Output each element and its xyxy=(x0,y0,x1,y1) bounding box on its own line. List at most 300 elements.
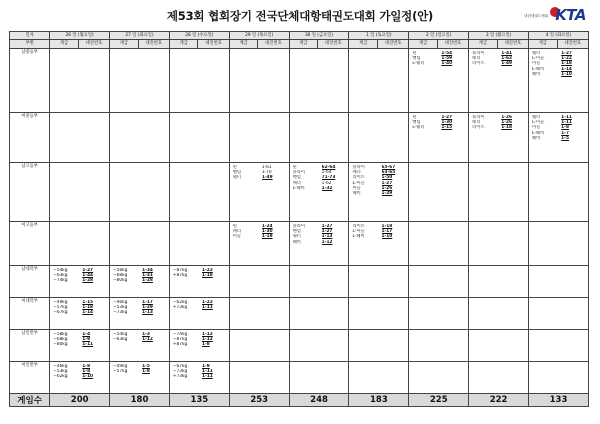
weight-class: −63kg xyxy=(113,337,128,343)
schedule-cell xyxy=(529,298,589,330)
match-number: 1-26 xyxy=(501,115,513,120)
weight-class: −80kg xyxy=(53,342,68,348)
match-number: 1-11 xyxy=(201,369,213,375)
weight-class: 웰터 xyxy=(532,115,541,120)
match-number: 1-8 xyxy=(201,342,210,348)
division-name: 여중등부 xyxy=(10,113,50,163)
bout-entry xyxy=(173,374,227,379)
schedule-cell xyxy=(409,362,469,394)
weight-class: −87kg xyxy=(172,337,188,343)
weight-class: 핀 xyxy=(292,165,297,170)
match-number: 1-9 xyxy=(82,337,91,343)
bout-entry xyxy=(472,125,526,130)
weight-class: −63kg xyxy=(53,273,68,279)
match-number: 1-15 xyxy=(441,125,453,131)
weight-class-header: 계급 xyxy=(289,40,318,49)
match-number-header: 대진번호 xyxy=(557,40,588,49)
match-number: 1-50 xyxy=(381,175,393,181)
bout-entry xyxy=(532,136,586,141)
weight-class-header: 계급 xyxy=(469,40,498,49)
match-number: 62-64 xyxy=(321,165,336,170)
schedule-cell xyxy=(50,330,110,362)
day-total: 183 xyxy=(349,394,409,407)
division-row xyxy=(10,362,589,394)
bout-entry xyxy=(233,175,287,180)
schedule-cell xyxy=(110,298,170,330)
weight-class: 핀 xyxy=(232,165,237,170)
weight-class: 헤비 xyxy=(352,191,361,197)
weight-class: 웰터 xyxy=(532,51,541,56)
weight-class: L-웰터 xyxy=(412,125,425,131)
schedule-cell xyxy=(529,49,589,113)
bout-entry xyxy=(352,191,406,196)
match-number: 1-18 xyxy=(82,305,94,311)
match-number: 1-17 xyxy=(142,300,153,305)
bout-entry xyxy=(113,337,167,342)
day-header: 1 일 (토요일) xyxy=(349,32,409,40)
match-number: 1-10 xyxy=(561,71,572,77)
weight-class: −57kg xyxy=(53,305,68,311)
weight-class: 라이트 xyxy=(472,61,485,67)
match-number: 1-28 xyxy=(82,278,94,284)
bout-entry xyxy=(412,61,466,66)
weight-class: 플라이 xyxy=(352,165,365,170)
schedule-cell xyxy=(50,49,110,113)
match-number: 1-59 xyxy=(441,56,453,62)
bout-entry xyxy=(113,369,167,374)
schedule-cell xyxy=(529,362,589,394)
schedule-cell xyxy=(169,222,229,266)
match-number: 1-31 xyxy=(142,273,153,279)
weight-class: +73kg xyxy=(172,374,188,380)
division-row xyxy=(10,222,589,266)
weight-class-header: 계급 xyxy=(529,40,558,49)
match-number: 1-34 xyxy=(142,268,153,273)
weight-class: −46kg xyxy=(113,300,128,305)
totals-label: 게임수 xyxy=(10,394,50,407)
weight-class: 플라이 xyxy=(292,224,306,229)
schedule-cell xyxy=(169,362,229,394)
bout-entry xyxy=(113,278,167,283)
weight-class: −87kg xyxy=(172,268,188,273)
match-number: 1-27 xyxy=(561,51,572,56)
division-row xyxy=(10,49,589,113)
weight-class: L-헤비 xyxy=(292,185,305,191)
match-number-header: 대진번호 xyxy=(258,40,289,49)
schedule-cell xyxy=(229,266,289,298)
weight-class: 라이트 xyxy=(352,175,365,181)
match-number: 1-44 xyxy=(82,273,94,279)
weight-class: −54kg xyxy=(113,332,128,337)
schedule-cell xyxy=(469,49,529,113)
bout-entry xyxy=(412,125,466,130)
bout-entry xyxy=(53,342,107,347)
schedule-cell xyxy=(229,298,289,330)
match-number: 1-11 xyxy=(561,120,572,126)
match-number: 1-64 xyxy=(321,170,332,176)
weight-class: L-미들 xyxy=(352,229,365,235)
schedule-cell xyxy=(289,49,349,113)
weight-class: −53kg xyxy=(53,369,68,375)
weight-class: 헤비 xyxy=(292,239,301,245)
match-number: 1-29 xyxy=(142,305,153,311)
schedule-cell xyxy=(169,266,229,298)
schedule-cell xyxy=(229,49,289,113)
weight-class: 플라이 xyxy=(472,51,485,56)
schedule-cell xyxy=(529,113,589,163)
day-header: 26 일 (월요일) xyxy=(50,32,110,40)
weight-class: L-미들 xyxy=(532,120,545,126)
match-number: 1-22 xyxy=(201,268,213,273)
division-name: 남대학부 xyxy=(10,266,50,298)
match-number: 1-26 xyxy=(381,185,393,191)
schedule-cell xyxy=(50,362,110,394)
weight-class-header: 계급 xyxy=(349,40,378,49)
match-number: 1-27 xyxy=(381,180,393,186)
division-name: 여대학부 xyxy=(10,298,50,330)
weight-class: L-미들 xyxy=(352,180,365,186)
division-row xyxy=(10,298,589,330)
weight-class: 밴텀 xyxy=(292,175,301,181)
schedule-cell xyxy=(50,163,110,222)
schedule-cell xyxy=(110,163,170,222)
day-header: 30 일 (금요일) xyxy=(289,32,349,40)
day-header: 2 일 (일요일) xyxy=(409,32,469,40)
match-number: 1-18 xyxy=(201,273,213,279)
day-total: 200 xyxy=(50,394,110,407)
schedule-cell xyxy=(529,330,589,362)
match-number: 1-27 xyxy=(321,224,333,229)
day-header: 4 일 (화요일) xyxy=(529,32,589,40)
weight-class-header: 계급 xyxy=(409,40,438,49)
match-number: 1-5 xyxy=(561,135,569,141)
weight-class: −74kg xyxy=(172,332,188,337)
match-number: 1-8 xyxy=(142,369,150,375)
match-number: 1-10 xyxy=(381,234,393,240)
schedule-cell xyxy=(349,222,409,266)
match-number: 1-19 xyxy=(261,234,273,240)
match-number: 1-8 xyxy=(82,364,91,369)
weight-class: L-웰터 xyxy=(412,61,425,67)
weight-class: −49kg xyxy=(53,300,68,305)
day-total: 225 xyxy=(409,394,469,407)
weight-class: L-헤비 xyxy=(532,66,545,72)
schedule-cell xyxy=(349,163,409,222)
match-number: 1-8 xyxy=(82,369,91,375)
weight-class-header: 계급 xyxy=(169,40,198,49)
match-number: 1-22 xyxy=(201,300,213,305)
weight-class: −62kg xyxy=(53,374,68,380)
match-number: 1-27 xyxy=(441,115,453,120)
schedule-cell xyxy=(110,222,170,266)
match-number: 1-4 xyxy=(82,332,91,337)
match-number: 1-32 xyxy=(321,185,333,191)
schedule-cell xyxy=(289,298,349,330)
schedule-cell xyxy=(349,330,409,362)
weight-class: 라이트 xyxy=(472,125,485,131)
match-number: 1-29 xyxy=(381,191,393,197)
weight-class: −80kg xyxy=(113,278,128,284)
weight-class: −58kg xyxy=(113,268,128,273)
match-number: 1-49 xyxy=(261,175,273,181)
schedule-cell xyxy=(110,330,170,362)
division-name: 여고등부 xyxy=(10,222,50,266)
weight-class: −73kg xyxy=(113,310,128,316)
weight-class: 플라이 xyxy=(292,170,306,176)
match-number: 1-13 xyxy=(321,234,333,240)
schedule-table xyxy=(9,31,589,407)
schedule-cell xyxy=(409,49,469,113)
schedule-cell xyxy=(469,163,529,222)
match-number-header: 대진번호 xyxy=(318,40,349,49)
weight-class: 핀 xyxy=(232,224,237,229)
schedule-cell xyxy=(469,222,529,266)
bout-entry xyxy=(53,278,107,283)
match-number: 1-26 xyxy=(501,120,513,126)
match-number: 1-40 xyxy=(441,61,453,67)
match-number: 1-54 xyxy=(441,51,453,56)
match-number: 1-9 xyxy=(201,364,210,369)
match-number: 1-18 xyxy=(501,125,513,131)
schedule-cell xyxy=(110,266,170,298)
match-number: 1-11 xyxy=(82,342,94,348)
schedule-cell xyxy=(50,222,110,266)
schedule-cell xyxy=(229,113,289,163)
schedule-cell xyxy=(469,362,529,394)
division-name: 남중등부 xyxy=(10,49,50,113)
day-header: 29 일 (목요일) xyxy=(229,32,289,40)
day-total: 248 xyxy=(289,394,349,407)
division-row xyxy=(10,113,589,163)
subheader-row xyxy=(10,40,589,49)
weight-class: −74kg xyxy=(53,278,68,284)
schedule-cell xyxy=(469,330,529,362)
match-number: 63-65 xyxy=(381,170,396,176)
weight-class: 페더 xyxy=(232,229,242,235)
weight-class: 밴텀 xyxy=(412,120,421,126)
bout-entry xyxy=(532,72,586,77)
schedule-cell xyxy=(50,113,110,163)
weight-class: 밴텀 xyxy=(232,170,242,176)
bout-entry xyxy=(173,305,227,310)
corner-division-label: 부별 xyxy=(10,40,50,49)
weight-class: 페더 xyxy=(472,56,481,62)
weight-class: −67kg xyxy=(172,364,188,369)
match-number: 1-7 xyxy=(561,130,569,136)
match-number-header: 대진번호 xyxy=(138,40,169,49)
match-number: 1-11 xyxy=(201,305,213,311)
match-number: 1-28 xyxy=(142,278,153,284)
weight-class: 페더 xyxy=(472,120,481,126)
schedule-cell xyxy=(289,163,349,222)
day-total: 222 xyxy=(469,394,529,407)
match-number-header: 대진번호 xyxy=(378,40,409,49)
match-number: 1-14 xyxy=(82,310,94,316)
match-number: 1-14 xyxy=(561,66,572,72)
schedule-cell xyxy=(110,113,170,163)
weight-class: 헤비 xyxy=(532,71,541,77)
weight-class: 플라이 xyxy=(472,115,485,120)
kta-logo xyxy=(524,6,586,28)
weight-class: 미들 xyxy=(232,234,242,240)
division-name: 남고등부 xyxy=(10,163,50,222)
bout-entry xyxy=(53,310,107,315)
weight-class: 미들 xyxy=(532,125,541,131)
weight-class: −68kg xyxy=(113,273,128,279)
match-number: 1-24 xyxy=(261,224,273,229)
weight-class: −49kg xyxy=(113,364,128,369)
schedule-cell xyxy=(529,222,589,266)
weight-class: −58kg xyxy=(53,332,68,337)
match-number: 1-62 xyxy=(321,180,332,186)
corner-date-label: 일자 xyxy=(10,32,50,40)
match-number: 1-12 xyxy=(321,239,333,245)
schedule-cell xyxy=(349,362,409,394)
match-number: 1-30 xyxy=(441,120,453,126)
weight-class: 밴텀 xyxy=(412,56,421,62)
match-number: 1-3 xyxy=(142,332,150,337)
bout-entry xyxy=(293,186,347,191)
schedule-cell xyxy=(50,266,110,298)
schedule-cell xyxy=(529,163,589,222)
schedule-cell xyxy=(469,298,529,330)
schedule-cell xyxy=(409,222,469,266)
bout-entry xyxy=(233,234,287,239)
weight-class: +73kg xyxy=(172,305,188,311)
weight-class: 헤비 xyxy=(532,135,541,141)
schedule-cell xyxy=(289,362,349,394)
schedule-cell xyxy=(229,330,289,362)
day-header: 28 일 (수요일) xyxy=(169,32,229,40)
division-name: 남일반부 xyxy=(10,330,50,362)
weight-class: 핀 xyxy=(412,115,417,120)
day-total: 135 xyxy=(169,394,229,407)
match-number: 1-17 xyxy=(381,229,393,235)
schedule-cell xyxy=(529,266,589,298)
weight-class: 웰터 xyxy=(292,234,301,240)
match-number: 1-12 xyxy=(142,337,153,343)
weight-class: −46kg xyxy=(53,364,68,369)
match-number: 1-62 xyxy=(501,56,513,62)
schedule-cell xyxy=(349,49,409,113)
schedule-cell xyxy=(409,266,469,298)
schedule-cell xyxy=(169,49,229,113)
match-number: 1-11 xyxy=(561,115,572,120)
division-row xyxy=(10,163,589,222)
weight-class: −53kg xyxy=(113,305,128,311)
schedule-cell xyxy=(469,113,529,163)
schedule-cell xyxy=(110,49,170,113)
match-number: 1-41 xyxy=(501,51,513,56)
division-name: 여일반부 xyxy=(10,362,50,394)
match-number: 1-15 xyxy=(82,300,94,305)
bout-entry xyxy=(352,234,406,239)
weight-class: +87kg xyxy=(172,342,188,348)
schedule-cell xyxy=(289,222,349,266)
match-number: 1-18 xyxy=(561,61,572,67)
schedule-cell xyxy=(349,113,409,163)
schedule-cell xyxy=(229,362,289,394)
day-header: 3 일 (월요일) xyxy=(469,32,529,40)
schedule-cell xyxy=(169,163,229,222)
schedule-cell xyxy=(229,163,289,222)
weight-class: +87kg xyxy=(172,273,188,279)
day-total: 133 xyxy=(529,394,589,407)
schedule-cell xyxy=(110,362,170,394)
division-row xyxy=(10,266,589,298)
schedule-cell xyxy=(349,266,409,298)
schedule-cell xyxy=(289,266,349,298)
page-title: 제53회 협회장기 전국단체대항태권도대회 가일정(안) xyxy=(166,9,434,23)
day-total: 253 xyxy=(229,394,289,407)
match-number: 1-12 xyxy=(201,337,213,343)
schedule-cell xyxy=(289,113,349,163)
schedule-cell xyxy=(409,298,469,330)
schedule-cell xyxy=(229,222,289,266)
bout-entry xyxy=(113,310,167,315)
bout-entry xyxy=(472,61,526,66)
weight-class: 페더 xyxy=(292,180,301,186)
weight-class: −67kg xyxy=(53,310,68,316)
weight-class: L-미들 xyxy=(532,56,545,62)
schedule-cell xyxy=(409,113,469,163)
weight-class: L-헤비 xyxy=(532,130,545,136)
schedule-cell xyxy=(289,330,349,362)
match-number: 1-70 xyxy=(261,170,272,176)
weight-class: −62kg xyxy=(172,300,188,305)
weight-class: 미들 xyxy=(352,185,361,191)
logo-text: KTA xyxy=(555,6,586,24)
weight-class: 페더 xyxy=(352,170,361,176)
match-number: 1-61 xyxy=(261,165,272,170)
match-number: 1-11 xyxy=(201,374,213,380)
weight-class: L-헤비 xyxy=(352,234,365,240)
weight-class: 밴텀 xyxy=(292,229,301,235)
match-number: 1-8 xyxy=(561,125,569,131)
day-header-row xyxy=(10,32,589,40)
division-row xyxy=(10,330,589,362)
match-number-header: 대진번호 xyxy=(78,40,109,49)
schedule-cell xyxy=(169,113,229,163)
match-number: 1-27 xyxy=(82,268,94,273)
match-number: 1-22 xyxy=(561,56,572,62)
match-number: 1-18 xyxy=(381,224,393,229)
bout-entry xyxy=(173,342,227,347)
schedule-cell xyxy=(50,298,110,330)
weight-class: 핀 xyxy=(412,51,417,56)
match-number-header: 대진번호 xyxy=(437,40,468,49)
schedule-cell xyxy=(409,163,469,222)
schedule-cell xyxy=(469,266,529,298)
bout-entry xyxy=(293,240,347,245)
schedule-cell xyxy=(169,330,229,362)
match-number: 1-30 xyxy=(261,229,273,235)
match-number: 1-12 xyxy=(201,332,213,337)
match-number-header: 대진번호 xyxy=(497,40,528,49)
weight-class: 웰터 xyxy=(232,175,242,181)
match-number: 71-73 xyxy=(321,175,336,181)
weight-class: 라이트 xyxy=(352,224,365,229)
match-number: 1-10 xyxy=(82,374,94,380)
match-number: 1-27 xyxy=(321,229,333,235)
weight-class: −73kg xyxy=(172,369,188,375)
match-number-header: 대진번호 xyxy=(198,40,229,49)
match-number: 1-49 xyxy=(501,61,513,67)
day-total: 180 xyxy=(110,394,170,407)
bout-entry xyxy=(173,273,227,278)
weight-class: −68kg xyxy=(53,337,68,343)
match-number: 1-13 xyxy=(142,310,153,316)
